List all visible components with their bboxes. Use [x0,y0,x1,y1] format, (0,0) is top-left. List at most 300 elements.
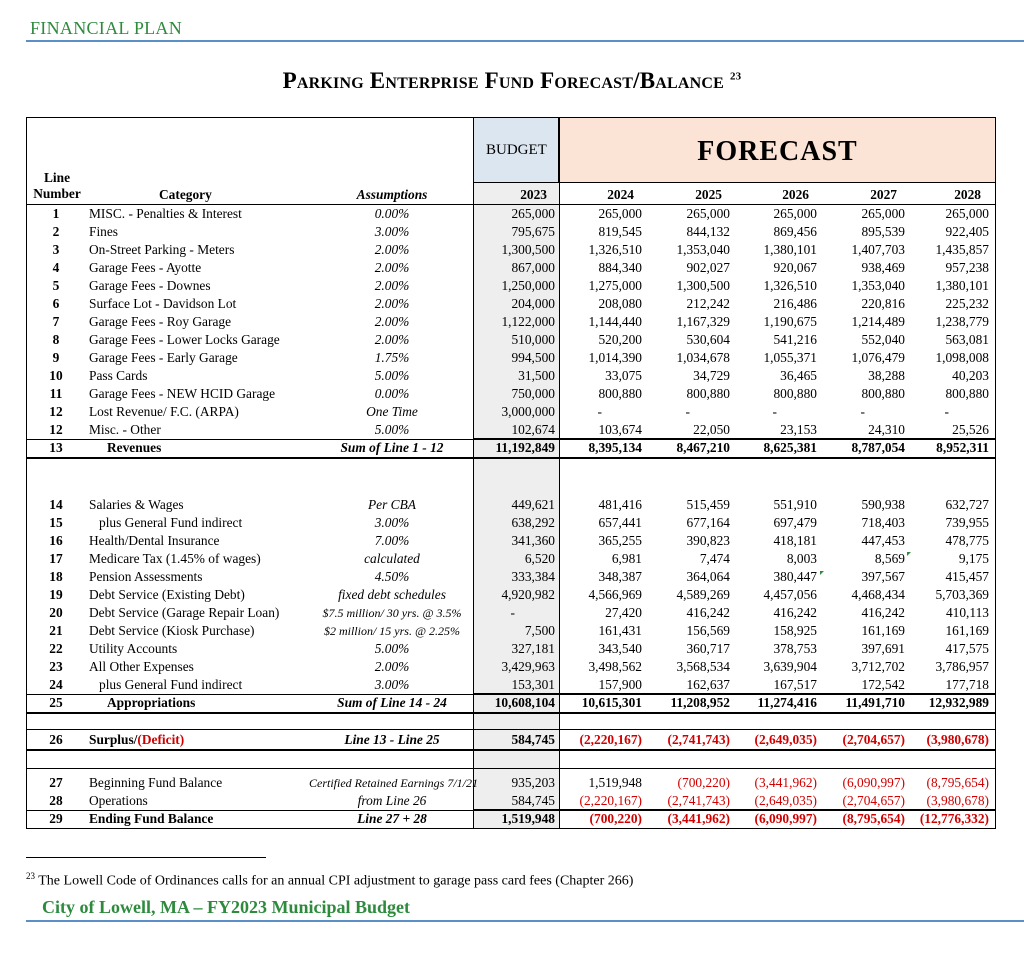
value-cell-2026: 158,925 [773,623,817,638]
assumption-value: 0.00% [374,386,410,401]
category-label [89,241,234,259]
header-rule [26,40,1024,42]
value-cell-2025: 8,467,210 [676,440,730,455]
category-text: Operations [89,793,148,808]
rule-below-appropriations [27,712,995,714]
category-label [89,367,147,385]
value-cell-2026: 920,067 [773,260,817,275]
col-assumptions: Assumptions [356,187,428,202]
value-cell-2025: 677,164 [686,515,730,530]
value-cell-2027: 4,468,434 [851,587,905,602]
category-label [89,259,201,277]
value-cell-2025: 4,589,269 [676,587,730,602]
line-number: 29 [49,811,63,826]
value-cell-2028: 9,175 [958,551,989,566]
assumption-value: Certified Retained Earnings 7/1/21 [309,776,478,790]
value-cell-2027: 416,242 [861,605,905,620]
value-cell-2024: 6,981 [611,551,642,566]
table-row [27,792,995,810]
value-cell-2025: 390,823 [686,533,730,548]
value-cell-2026: - [772,404,777,419]
line-number: 15 [49,515,63,530]
value-cell-2028: 1,098,008 [935,350,989,365]
assumption-value: Sum of Line 14 - 24 [337,695,447,710]
value-cell-2026: (2,649,035) [754,793,817,808]
line-number: 12 [49,404,63,419]
value-cell-2024: 657,441 [598,515,642,530]
assumption-value: 0.00% [374,206,410,221]
table-row [27,810,995,828]
value-cell-2025: (700,220) [677,775,730,790]
table-row [27,568,995,586]
value-cell-2028: (8,795,654) [926,775,989,790]
category-text: All Other Expenses [89,659,194,674]
line-number: 12 [49,422,63,437]
category-label [89,313,231,331]
value-cell-2027: 24,310 [868,422,905,437]
table-row [27,496,995,514]
category-text: Garage Fees - Downes [89,278,211,293]
value-cell-2025: 156,569 [686,623,730,638]
value-cell-2027: 447,453 [861,533,905,548]
value-cell-2026: 8,625,381 [763,440,817,455]
value-cell-2023: - [510,605,515,620]
assumption-value: 3.00% [374,515,410,530]
rule-below-revenues [27,457,995,459]
category-text: Health/Dental Insurance [89,533,220,548]
category-label [89,385,275,403]
assumption-value: 7.00% [374,533,410,548]
value-cell-2028: 410,113 [945,605,989,620]
table-row [27,349,995,367]
value-cell-2023: 750,000 [511,386,555,401]
forecast-table [26,117,996,829]
line-number: 25 [49,695,63,710]
line-number: 10 [49,368,63,383]
value-cell-2024: 1,275,000 [588,278,642,293]
value-cell-2024: 265,000 [598,206,642,221]
table-row [27,277,995,295]
value-cell-2024: 8,395,134 [588,440,642,455]
value-cell-2025: 515,459 [686,497,730,512]
section-header: FINANCIAL PLAN [30,18,183,38]
rule-above-revenues [27,439,995,440]
assumption-value: Sum of Line 1 - 12 [340,440,444,455]
line-number: 23 [49,659,63,674]
value-cell-2028: 3,786,957 [935,659,989,674]
value-cell-2025: 3,568,534 [676,659,730,674]
category-label [89,223,118,241]
value-cell-2025: 416,242 [686,605,730,620]
rule-above-surplus [27,729,995,730]
assumption-value: $7.5 million/ 30 yrs. @ 3.5% [322,606,462,620]
value-cell-2028: (12,776,332) [919,811,989,826]
category-label [89,774,222,792]
value-cell-2025: 162,637 [686,677,730,692]
category-label [89,295,236,313]
value-cell-2028: 922,405 [945,224,989,239]
value-cell-2024: 884,340 [598,260,642,275]
line-number: 27 [49,775,63,790]
value-cell-2027: 552,040 [861,332,905,347]
line-number: 7 [52,314,60,329]
table-row [27,205,995,223]
table-row [27,694,995,712]
category-text: Garage Fees - Ayotte [89,260,202,275]
value-cell-2027: 800,880 [861,386,905,401]
value-cell-2027: 718,403 [861,515,905,530]
category-text: Garage Fees - Early Garage [89,350,238,365]
value-cell-2024: (2,220,167) [579,732,642,747]
value-cell-2023: 584,745 [511,793,555,808]
footer-rule [26,920,1024,922]
value-cell-2023: 1,519,948 [501,811,555,826]
assumption-value: 2.00% [374,659,410,674]
value-cell-2026: 869,456 [773,224,817,239]
assumption-value: One Time [366,404,418,419]
value-cell-2025: 212,242 [686,296,730,311]
value-cell-2026: 541,216 [773,332,817,347]
value-cell-2027: 3,712,702 [851,659,905,674]
category-text: Pass Cards [89,368,148,383]
value-cell-2025: 530,604 [686,332,730,347]
value-cell-2028: 12,932,989 [928,695,989,710]
category-label [89,810,213,828]
assumption-value: 2.00% [374,278,410,293]
category-text: Misc. - Other [89,422,161,437]
table-row [27,403,995,421]
category-negative-text: (Deficit) [137,732,185,747]
value-cell-2025: 34,729 [693,368,730,383]
value-cell-2026: 265,000 [773,206,817,221]
value-cell-2026: 1,326,510 [763,278,817,293]
value-cell-2023: 510,000 [511,332,555,347]
value-cell-2023: 333,384 [511,569,555,584]
value-cell-2026: 1,055,371 [763,350,817,365]
value-cell-2026: 23,153 [780,422,817,437]
category-text: Ending Fund Balance [89,811,214,826]
assumption-value: calculated [364,551,420,566]
subtotal-underline [473,809,995,810]
value-cell-2025: 1,034,678 [676,350,730,365]
line-number: 6 [52,296,60,311]
assumption-value: 2.00% [374,296,410,311]
category-label [99,514,242,532]
footnote [26,871,633,890]
value-cell-2026: 380,447 [773,569,817,584]
value-cell-2023: 327,181 [511,641,555,656]
value-cell-2027: 11,491,710 [845,695,905,710]
value-cell-2025: 1,300,500 [676,278,730,293]
category-label [89,586,245,604]
line-number: 5 [52,278,60,293]
assumption-value: 5.00% [374,641,410,656]
value-cell-2024: (700,220) [589,811,642,826]
value-cell-2025: 1,353,040 [676,242,730,257]
line-number: 8 [52,332,60,347]
line-number: 19 [49,587,63,602]
subtotal-underline [473,438,995,439]
year-header-2026: 2026 [782,187,809,202]
value-cell-2025: 1,167,329 [676,314,730,329]
table-row [27,385,995,403]
value-cell-2028: 177,718 [945,677,989,692]
page-title [0,68,1024,94]
value-cell-2028: 8,952,311 [936,440,989,455]
value-cell-2024: 27,420 [605,605,642,620]
value-cell-2024: 819,545 [598,224,642,239]
value-cell-2026: 800,880 [773,386,817,401]
category-text: Pension Assessments [89,569,203,584]
value-cell-2023: 265,000 [511,206,555,221]
budget-label: BUDGET [486,142,547,158]
value-cell-2026: (6,090,997) [754,811,817,826]
table-row [27,439,995,457]
category-text: Debt Service (Existing Debt) [89,587,245,602]
value-cell-2023: 449,621 [511,497,555,512]
value-cell-2023: 1,250,000 [501,278,555,293]
category-text: Utility Accounts [89,641,178,656]
value-cell-2024: 161,431 [598,623,642,638]
table-row [27,586,995,604]
category-text: Fines [89,224,119,239]
value-cell-2026: (3,441,962) [754,775,817,790]
assumption-value: 1.75% [374,350,410,365]
value-cell-2025: 265,000 [686,206,730,221]
category-label [89,640,177,658]
value-cell-2026: 3,639,904 [763,659,817,674]
value-cell-2023: 11,192,849 [495,440,555,455]
value-cell-2027: 265,000 [861,206,905,221]
value-cell-2023: 935,203 [511,775,555,790]
value-cell-2027: 938,469 [861,260,905,275]
year-header-2027: 2027 [870,187,897,202]
category-label [89,205,242,223]
forecast-header-box [559,117,996,183]
value-cell-2027: 172,542 [861,677,905,692]
value-cell-2023: 7,500 [524,623,555,638]
category-text: plus General Fund indirect [99,515,243,530]
value-cell-2028: (3,980,678) [926,793,989,808]
value-cell-2026: 216,486 [773,296,817,311]
value-cell-2024: 33,075 [605,368,642,383]
category-label [89,403,239,421]
category-text: Surplus/ [89,732,138,747]
year-header-2025: 2025 [695,187,722,202]
value-cell-2028: 265,000 [945,206,989,221]
value-cell-2023: 204,000 [511,296,555,311]
value-cell-2025: (3,441,962) [667,811,730,826]
value-cell-2028: (3,980,678) [926,732,989,747]
value-cell-2027: 38,288 [868,368,905,383]
title-text: Parking Enterprise Fund Forecast/Balance [282,68,725,93]
value-cell-2024: (2,220,167) [579,793,642,808]
line-number: 9 [52,350,60,365]
category-text: On-Street Parking - Meters [89,242,235,257]
value-cell-2028: 800,880 [945,386,989,401]
category-label [89,421,161,439]
value-cell-2026: 416,242 [773,605,817,620]
value-cell-2023: 795,675 [511,224,555,239]
value-cell-2024: 1,014,390 [588,350,642,365]
rule-above-ending [27,810,995,811]
line-number: 16 [49,533,63,548]
category-text: Salaries & Wages [89,497,184,512]
table-row [27,367,995,385]
line-number: 13 [49,440,63,455]
category-text: Garage Fees - NEW HCID Garage [89,386,276,401]
value-cell-2024: 1,519,948 [588,775,642,790]
value-cell-2023: 1,122,000 [501,314,555,329]
value-cell-2025: (2,741,743) [667,793,730,808]
value-cell-2024: 208,080 [598,296,642,311]
assumption-value: from Line 26 [357,793,427,808]
value-cell-2027: 1,076,479 [851,350,905,365]
table-row [27,676,995,694]
value-cell-2024: - [597,404,602,419]
value-cell-2024: 103,674 [598,422,642,437]
value-cell-2028: 739,955 [945,515,989,530]
value-cell-2023: 341,360 [511,533,555,548]
value-cell-2028: 161,169 [945,623,989,638]
value-cell-2023: 584,745 [511,732,555,747]
value-cell-2026: 8,003 [786,551,817,566]
category-text: Surface Lot - Davidson Lot [89,296,237,311]
line-number: 1 [52,206,60,221]
value-cell-2026: (2,649,035) [754,732,817,747]
category-label [89,331,280,349]
assumption-value: 4.50% [374,569,410,584]
category-label [89,622,254,640]
title-footnote-ref: 23 [729,70,742,83]
table-row [27,241,995,259]
value-cell-2028: 417,575 [945,641,989,656]
value-cell-2028: 1,380,101 [935,278,989,293]
value-cell-2023: 638,292 [511,515,555,530]
category-label [89,349,238,367]
line-number: 3 [52,242,60,257]
value-cell-2023: 1,300,500 [501,242,555,257]
forecast-label: FORECAST [697,136,858,167]
table-row [27,223,995,241]
category-text: Lost Revenue/ F.C. (ARPA) [89,404,239,419]
value-cell-2027: (8,795,654) [842,811,905,826]
line-number: 26 [49,732,63,747]
value-cell-2025: 800,880 [686,386,730,401]
value-cell-2025: (2,741,743) [667,732,730,747]
value-cell-2025: 844,132 [686,224,730,239]
table-row [27,514,995,532]
value-cell-2027: 161,169 [861,623,905,638]
value-cell-2026: 551,910 [773,497,817,512]
category-text: Appropriations [107,695,196,710]
assumption-value: fixed debt schedules [338,587,446,602]
assumption-value: $2 million/ 15 yrs. @ 2.25% [323,624,461,638]
value-cell-2023: 153,301 [511,677,555,692]
value-cell-2024: 4,566,969 [588,587,642,602]
value-cell-2024: 800,880 [598,386,642,401]
footnote-number: 23 [26,871,35,881]
table-row [27,604,995,622]
value-cell-2025: - [685,404,690,419]
category-text: Revenues [107,440,162,455]
comment-marker-icon [907,552,911,556]
category-label [89,496,184,514]
subtotal-underline [473,693,995,694]
line-number: 22 [49,641,63,656]
category-label [89,277,211,295]
value-cell-2028: 25,526 [952,422,989,437]
value-cell-2027: (2,704,657) [842,793,905,808]
table-row [27,640,995,658]
assumption-value: 5.00% [374,422,410,437]
line-number: 14 [49,497,63,512]
value-cell-2027: (6,090,997) [842,775,905,790]
category-text: Debt Service (Kiosk Purchase) [89,623,255,638]
value-cell-2027: 397,567 [861,569,905,584]
value-cell-2026: 11,274,416 [757,695,817,710]
value-cell-2024: 520,200 [598,332,642,347]
footnote-text: The Lowell Code of Ordinances calls for an annual CPI adjustment to garage pass card fees (Chapter 266) [38,873,634,889]
value-cell-2027: - [860,404,865,419]
value-cell-2026: 167,517 [773,677,817,692]
value-cell-2027: 1,214,489 [851,314,905,329]
category-label [107,439,161,457]
value-cell-2023: 3,000,000 [501,404,555,419]
value-cell-2028: 1,435,857 [935,242,989,257]
value-cell-2026: 4,457,056 [763,587,817,602]
table-row [27,421,995,439]
value-cell-2028: - [944,404,949,419]
category-label [99,676,242,694]
line-number: 11 [49,386,63,401]
table-row [27,622,995,640]
value-cell-2025: 360,717 [686,641,730,656]
value-cell-2026: 697,479 [773,515,817,530]
value-cell-2026: 36,465 [780,368,817,383]
assumption-value: 5.00% [374,368,410,383]
table-row [27,532,995,550]
value-cell-2028: 415,457 [945,569,989,584]
category-text: plus General Fund indirect [99,677,243,692]
value-cell-2025: 11,208,952 [670,695,730,710]
table-row [27,331,995,349]
value-cell-2027: 220,816 [861,296,905,311]
value-cell-2028: 478,775 [945,533,989,548]
rule-above-appropriations [27,694,995,695]
value-cell-2024: 1,326,510 [588,242,642,257]
value-cell-2025: 364,064 [686,569,730,584]
year-header-2024: 2024 [607,187,634,202]
category-label [89,792,148,810]
category-text: Debt Service (Garage Repair Loan) [89,605,280,620]
line-number: 24 [49,677,63,692]
footnote-rule [26,857,266,858]
value-cell-2027: 397,691 [861,641,905,656]
assumption-value: 3.00% [374,224,410,239]
year-header-2023: 2023 [520,187,547,202]
value-cell-2027: 8,787,054 [851,440,905,455]
line-number: 18 [49,569,63,584]
category-text: Garage Fees - Roy Garage [89,314,232,329]
value-cell-2027: 1,353,040 [851,278,905,293]
table-row [27,295,995,313]
table-row [27,259,995,277]
category-text: Beginning Fund Balance [89,775,223,790]
category-label [89,568,202,586]
assumption-value: 2.00% [374,242,410,257]
value-cell-2023: 10,608,104 [494,695,555,710]
